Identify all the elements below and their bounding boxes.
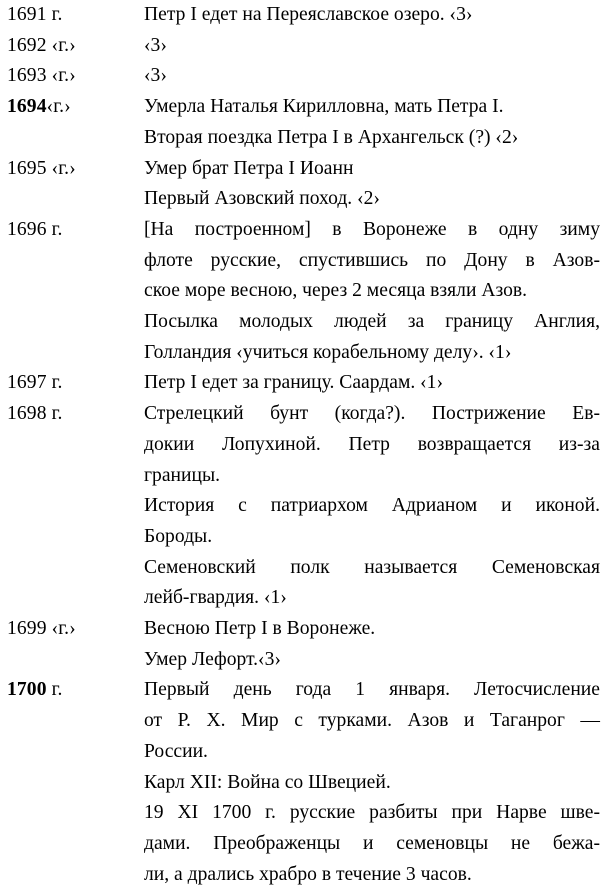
year-cell <box>0 31 144 62</box>
text-line: Бороды. <box>144 525 213 547</box>
year-cell <box>0 614 144 675</box>
chronology-row <box>0 614 606 675</box>
year-number: 1691 <box>7 4 47 25</box>
chronology-row <box>0 92 606 153</box>
year-number: 1699 <box>7 618 47 640</box>
year-cell <box>0 61 144 92</box>
chronology-row <box>0 154 606 215</box>
entry-paragraph <box>144 61 600 92</box>
chronology-row <box>0 61 606 92</box>
year-suffix: г. <box>46 4 63 25</box>
entry-text-cell <box>144 0 606 31</box>
year-suffix: г. <box>46 372 63 394</box>
text-line: Умер Лефорт.‹3› <box>144 648 281 670</box>
text-line: Первый Азовский поход. ‹2› <box>144 188 380 210</box>
text-line: Голландия ‹учиться корабельному делу›. ‹1› <box>144 341 512 363</box>
entry-paragraph <box>144 0 600 31</box>
year-cell <box>0 0 144 31</box>
year-number: 1698 <box>7 403 47 425</box>
chronology-row <box>0 215 606 369</box>
year-cell <box>0 92 144 153</box>
entry-paragraph <box>144 491 600 552</box>
entry-paragraph <box>144 92 600 123</box>
entry-paragraph <box>144 123 600 154</box>
entry-paragraph <box>144 368 600 399</box>
year-number: 1697 <box>7 372 47 394</box>
text-line: от Р. Х. Мир с турками. Азов и Таганрог — <box>144 710 600 732</box>
entry-text-cell <box>144 154 606 215</box>
chronology-row <box>0 31 606 62</box>
year-suffix: ‹г.› <box>46 618 76 640</box>
year-cell <box>0 215 144 369</box>
entry-paragraph <box>144 184 600 215</box>
year-suffix: г. <box>46 218 63 240</box>
entry-paragraph <box>144 798 600 890</box>
entry-text-cell <box>144 399 606 614</box>
text-line: флоте русские, спустившись по Дону в Азов- <box>144 249 600 271</box>
text-line: Семеновский полк называется Семеновская <box>144 556 600 578</box>
entry-paragraph <box>144 768 600 799</box>
entry-text-cell <box>144 614 606 675</box>
text-line: докии Лопухиной. Петр возвращается из-за <box>144 433 600 455</box>
text-line: Стрелецкий бунт (когда?). Пострижение Ев- <box>144 403 600 425</box>
text-line: границы. <box>144 464 221 486</box>
entry-paragraph <box>144 645 600 676</box>
text-line: лейб-гвардия. ‹1› <box>144 587 287 609</box>
entry-text-cell <box>144 215 606 369</box>
text-line: ‹3› <box>144 65 167 87</box>
text-line: Посылка молодых людей за границу Англия, <box>144 311 600 333</box>
year-number: 1695 <box>7 157 47 179</box>
text-line: Весною Петр I в Воронеже. <box>144 618 376 640</box>
entry-paragraph <box>144 31 600 62</box>
year-suffix: ‹г.› <box>46 65 76 87</box>
text-line: [На построенном] в Воронеже в одну зиму <box>144 218 600 240</box>
text-line: Карл XII: Война со Швецией. <box>144 771 391 793</box>
chronology-row <box>0 0 606 31</box>
year-number: 1693 <box>7 65 47 87</box>
year-cell <box>0 154 144 215</box>
year-number: 1696 <box>7 218 47 240</box>
text-line: Петр I едет на Переяславское озеро. ‹3› <box>144 4 473 25</box>
year-suffix: ‹г.› <box>46 34 76 56</box>
entry-paragraph <box>144 307 600 368</box>
year-suffix: ‹г.› <box>46 96 71 118</box>
text-line: ли, а дрались храбро в течение 3 часов. <box>144 863 472 885</box>
year-suffix: г. <box>46 679 63 701</box>
year-number: 1694 <box>7 96 47 118</box>
entry-paragraph <box>144 614 600 645</box>
text-line: Вторая поездка Петра I в Архангельск (?) ‹2› <box>144 126 519 148</box>
year-cell <box>0 368 144 399</box>
year-number: 1692 <box>7 34 47 56</box>
entry-paragraph <box>144 675 600 767</box>
entry-text-cell <box>144 675 606 890</box>
chronology-row <box>0 399 606 614</box>
entry-text-cell <box>144 92 606 153</box>
entry-text-cell <box>144 61 606 92</box>
text-line: Умер брат Петра I Иоанн <box>144 157 354 179</box>
year-cell <box>0 399 144 614</box>
year-suffix: г. <box>46 403 63 425</box>
text-line: ское море весною, через 2 месяца взяли Азов. <box>144 280 528 302</box>
year-cell <box>0 675 144 890</box>
text-line: 19 XI 1700 г. русские разбиты при Нарве шве- <box>144 802 600 824</box>
text-line: История с патриархом Адрианом и иконой. <box>144 495 600 517</box>
text-line: России. <box>144 740 208 762</box>
entry-paragraph <box>144 215 600 307</box>
text-line: Умерла Наталья Кирилловна, мать Петра I. <box>144 96 504 118</box>
text-line: Петр I едет за границу. Саардам. ‹1› <box>144 372 443 394</box>
chronology-row <box>0 675 606 890</box>
entry-text-cell <box>144 368 606 399</box>
entry-text-cell <box>144 31 606 62</box>
chronology-row <box>0 368 606 399</box>
entry-paragraph <box>144 553 600 614</box>
year-suffix: ‹г.› <box>46 157 76 179</box>
entry-paragraph <box>144 399 600 491</box>
entry-paragraph <box>144 154 600 185</box>
text-line: Первый день года 1 января. Летосчисление <box>144 679 600 701</box>
text-line: ‹3› <box>144 34 167 56</box>
year-number: 1700 <box>7 679 47 701</box>
text-line: дами. Преображенцы и семеновцы не бежа- <box>144 832 600 854</box>
